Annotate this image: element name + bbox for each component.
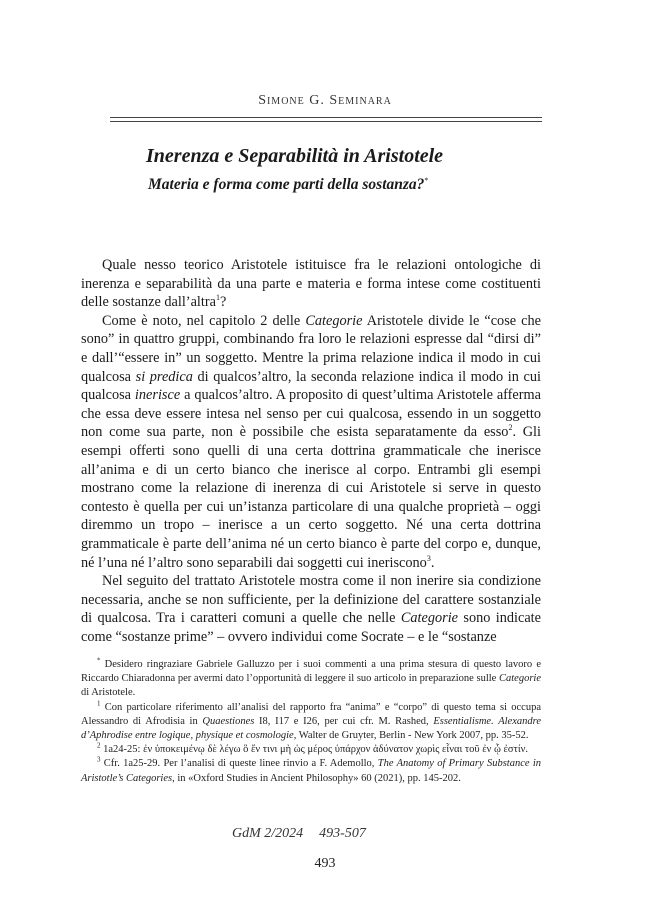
article-title: Inerenza e Separabilità in Aristotele <box>146 145 444 167</box>
footnote-3-text-b: , in «Oxford Studies in Ancient Philosophy» 60 (2021), pp. 145-202. <box>172 772 461 784</box>
article-subtitle <box>148 176 428 194</box>
footnote-1-text-a: Con particolare riferimento all’analisi del rapporto fra “anima” e “corpo” di questo tema si occupa Alessandro di Afrodisia in <box>81 701 541 727</box>
footnote-3-mark: 3 <box>97 755 101 764</box>
footnote-2 <box>81 743 541 757</box>
footnote-3-text-a: Cfr. 1a25-29. Per l’analisi di queste linee rinvio a F. Ademollo, <box>100 758 378 770</box>
running-head-author: Simone G. Seminara <box>258 93 392 108</box>
article-body <box>81 256 541 646</box>
paragraph-2-text-a: Come è noto, nel capitolo 2 delle <box>102 312 306 329</box>
footnote-2-text: 1a24-25: ἐν ὑποκειμένῳ δὲ λέγω ὃ ἔν τινι μὴ ὡς μέρος ὑπάρχον ἀδύνατον χωρὶς εἶναι τοῦ ἐν ᾧ ἐστίν. <box>100 744 529 756</box>
footnote-3-italic-book: The Anatomy of Primary Substance in Aristotle’s Categories <box>81 758 541 784</box>
paragraph-1-text: Quale nesso teorico Aristotele istituisce fra le relazioni ontologiche di inerenza e separabilità da una parte e materia e forma intese come costituenti delle sostanze dall’altra <box>81 257 541 311</box>
paragraph-1-end: ? <box>219 294 227 311</box>
paragraph-2-text-f: . <box>430 554 435 571</box>
footnotes <box>81 658 541 786</box>
italic-si-predica: si predica <box>135 368 193 385</box>
paragraph-2 <box>81 312 541 572</box>
footnote-1-text-b: I8, I17 e I26, per cui cfr. M. Rashed, <box>254 715 434 727</box>
footnote-star-italic: Categorie <box>499 673 541 685</box>
footnote-1-mark: 1 <box>97 699 101 708</box>
paragraph-2-text-e: . Gli esempi offerti sono quelli di una certa dottrina grammaticale che inerisce all’anima e di un certo bianco che inerisce al corpo. Entrambi gli esempi mostrano come la relazione di inerenza di cui Aristotele si serve in questo contesto è quella per cui un’istanza particolare di una qualche proprietà – oggi diremmo un tropo – inerisce a un certo soggetto. Né una certa dottrina grammaticale è parte dell’anima né un certo bianco è parte del corpo e, dunque, né l’una né l’altro sono separabili dai soggetti cui ineriscono <box>81 424 541 571</box>
footnote-star <box>81 658 541 701</box>
subtitle-footnote-mark[interactable]: * <box>424 176 429 185</box>
paragraph-2-text-b: Aristotele divide le “cose che sono” in quattro gruppi, combinando fra loro le relazioni espresse dal “dirsi di” e dall’“essere in” un soggetto. Mentre la prima relazione indica il modo in cui qualcosa <box>81 312 541 385</box>
footnote-ref-3[interactable]: 3 <box>426 553 431 563</box>
journal-pages: 493-507 <box>319 826 366 841</box>
footnote-1-italic-book: Essentialisme. Alexandre d’Aphrodise entre logique, physique et cosmologie <box>81 715 541 742</box>
paragraph-3-text-a: Nel seguito del trattato Aristotele mostra come il non inerire sia condizione necessaria, anche se non sufficiente, per la definizione del carattere sostanziale di qualcosa. Tra i caratteri comuni a quelle che nelle <box>81 573 541 627</box>
footnote-3 <box>81 757 541 785</box>
paragraph-3-text-b: sono indicate come “sostanze prime” – ovvero individui come Socrate – e le “sostanze <box>81 610 541 645</box>
journal-citation <box>232 826 366 842</box>
paragraph-2-text-c: di qualcos’altro, la seconda relazione indica il modo in cui qualcosa <box>81 368 541 404</box>
paragraph-1 <box>81 256 541 312</box>
paragraph-3 <box>81 572 541 646</box>
footnote-1-italic-quaestiones: Quaestiones <box>202 715 255 727</box>
italic-categorie: Categorie <box>305 312 363 329</box>
italic-inerisce: inerisce <box>134 387 181 404</box>
footnote-star-text-a: Desidero ringraziare Gabriele Galluzzo per i suoi commenti a una prima stesura di questo lavoro e Riccardo Chiaradonna per avermi dato l’opportunità di leggere il suo articolo in preparazione sulle <box>81 659 541 685</box>
footnote-ref-1[interactable]: 1 <box>215 293 220 303</box>
subtitle-text: Materia e forma come parti della sostanza? <box>148 176 425 194</box>
header-rule-top <box>110 117 542 118</box>
italic-categorie-2: Categorie <box>400 610 459 627</box>
header-rule-bottom <box>110 121 542 122</box>
footnote-2-mark: 2 <box>97 741 101 750</box>
footnote-star-mark: * <box>97 656 101 665</box>
footnote-ref-2[interactable]: 2 <box>508 423 513 433</box>
footnote-1 <box>81 701 541 744</box>
footnote-1-text-c: , Walter de Gruyter, Berlin - New York 2007, pp. 35-52. <box>293 730 529 742</box>
journal-issue: GdM 2/2024 <box>232 826 304 841</box>
paragraph-2-text-d: a qualcos’altro. A proposito di quest’ultima Aristotele afferma che essa deve essere intesa nel senso per cui qualcosa, essendo in un soggetto non come sua parte, non è possibile che esista separatamente da esso <box>81 387 541 441</box>
page-number: 493 <box>314 856 336 871</box>
footnote-star-text-b: di Aristotele. <box>81 687 136 699</box>
